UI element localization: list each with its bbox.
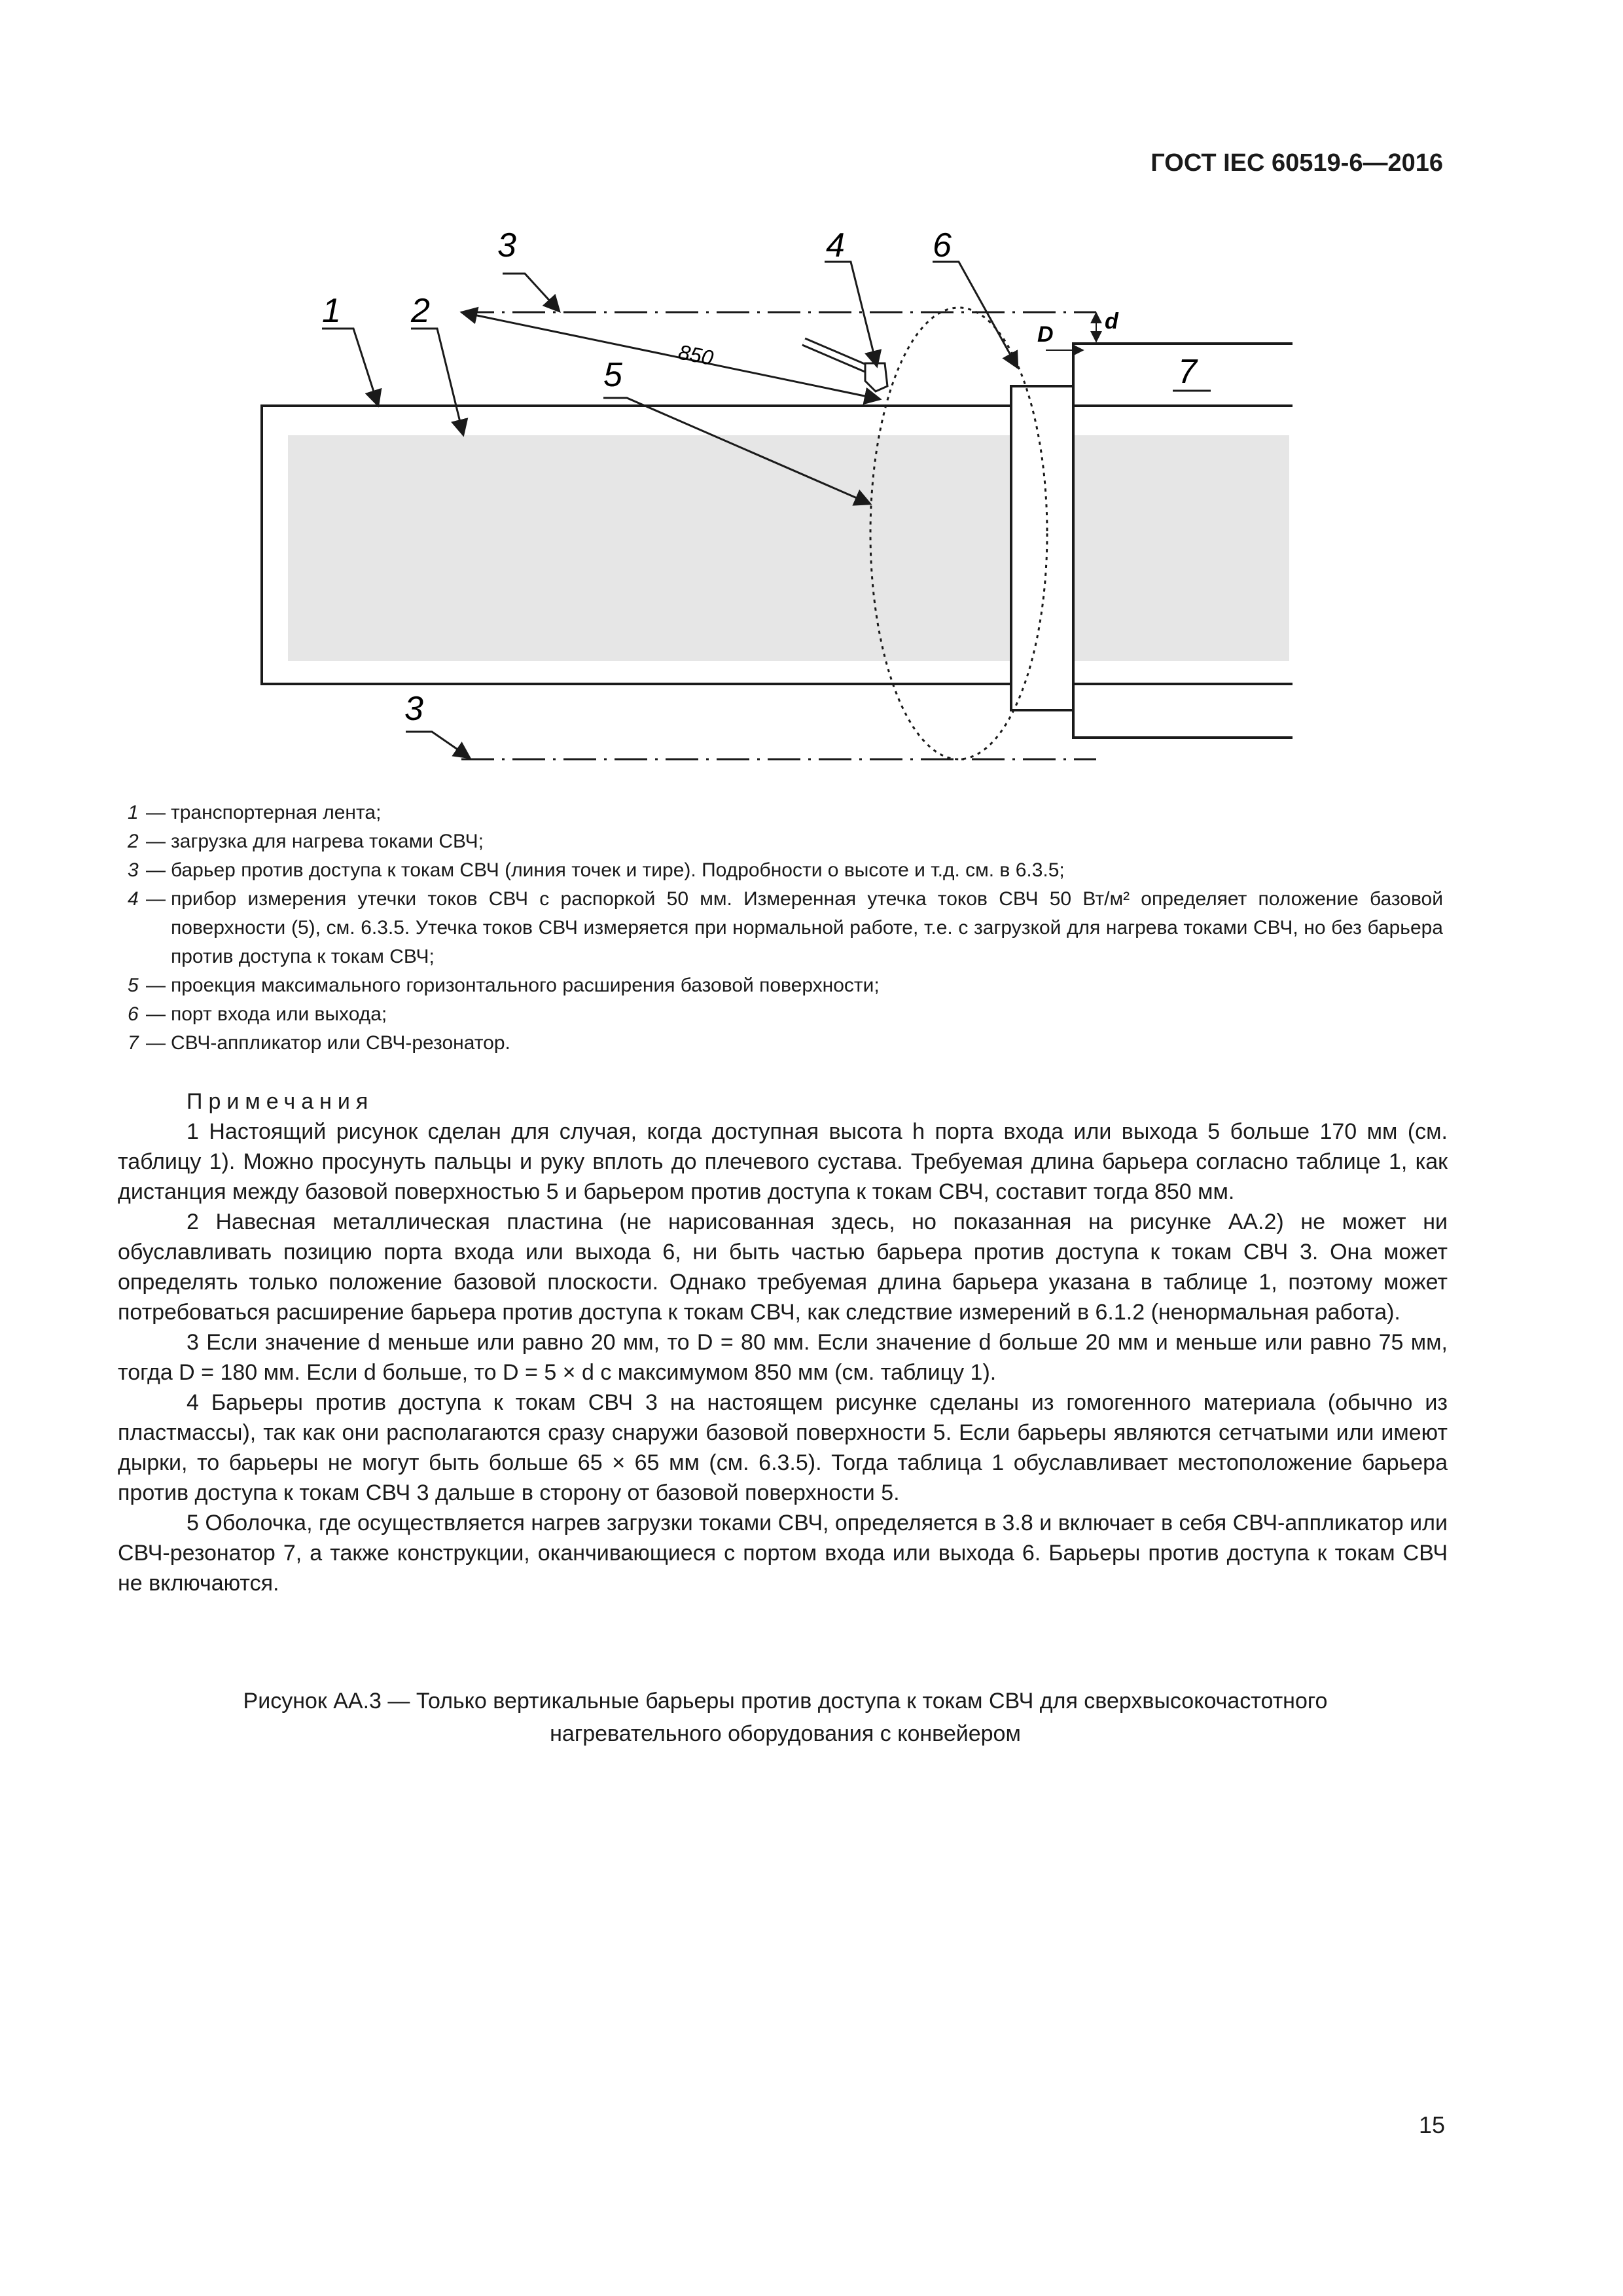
- callout-4: 4: [826, 226, 845, 264]
- notes-section: [118, 1086, 1448, 1598]
- legend-item: 1 — транспортерная лента;: [128, 802, 382, 823]
- leader-1: [322, 329, 378, 406]
- legend-item: 3 — барьер против доступа к токам СВЧ (линия точек и тире). Подробности о высоте и т.д. см. в 6.3.5;: [128, 859, 1065, 881]
- callout-3-top: 3: [497, 226, 516, 264]
- leader-3-top: [503, 274, 560, 312]
- distance-label: 850: [676, 340, 715, 370]
- callout-1: 1: [322, 292, 341, 330]
- callout-6: 6: [933, 226, 952, 264]
- callout-2: 2: [411, 292, 430, 330]
- distance-850-arrow: [461, 312, 880, 399]
- legend-item: 5 — проекция максимального горизонтального расширения базовой поверхности;: [128, 975, 880, 996]
- notes-title: Примечания: [187, 1089, 374, 1114]
- legend-item: 6 — порт входа или выхода;: [128, 1003, 387, 1025]
- port-rect: [1011, 386, 1073, 710]
- legend-item: 4 — прибор измерения утечки токов СВЧ с распоркой 50 мм. Измеренная утечка токов СВЧ 50 Вт/м² определяет положение базовой поверхности (5), см. 6.3.5. Утечка токов СВЧ измеряется при нормальной работе, т.е. с загрузкой для нагрева токами СВЧ, но без барьера против доступа к токам СВЧ;: [128, 888, 1443, 967]
- callout-7: 7: [1178, 353, 1197, 391]
- dim-d-label: d: [1105, 309, 1118, 334]
- note-paragraph: 4 Барьеры против доступа к токам СВЧ 3 на настоящем рисунке сделаны из гомогенного материала (обычно из пластмассы), так как они располагаются сразу снаружи базовой поверхности 5. Если барьеры являются сетчатыми или имеют дырки, то барьеры не могут быть больше 65 × 65 мм (см. 6.3.5). Тогда таблица 1 обуславливает местоположение барьера против доступа к токам СВЧ 3 дальше в сторону от базовой поверхности 5.: [118, 1390, 1448, 1505]
- note-paragraph: 2 Навесная металлическая пластина (не нарисованная здесь, но показанная на рисунке АА.2) не может ни обуславливать позицию порта входа или выхода 6, ни быть частью барьера против доступа к токам СВЧ 3. Она может определять только положение базовой плоскости. Однако требуемая длина барьера указана в таблице 1, поэтому может потребоваться расширение барьера против доступа к токам СВЧ, как следствие измерений в 6.1.2 (ненормальная работа).: [118, 1210, 1448, 1325]
- note-paragraph: 5 Оболочка, где осуществляется нагрев загрузки токами СВЧ, определяется в 3.8 и включает в себя СВЧ-аппликатор или СВЧ-резонатор 7, а также конструкции, оканчивающиеся с портом входа или выхода 6. Барьеры против доступа к токам СВЧ не включаются.: [118, 1511, 1448, 1596]
- leader-3-bottom: [406, 732, 470, 758]
- note-paragraph: 3 Если значение d меньше или равно 20 мм, то D = 80 мм. Если значение d больше 20 мм и меньше или равно 75 мм, тогда D = 180 мм. Если d больше, то D = 5 × d с максимумом 850 мм (см. таблицу 1).: [118, 1330, 1448, 1385]
- caption-line: Рисунок АА.3 — Только вертикальные барьеры против доступа к токам СВЧ для сверхвысокочастотного: [243, 1689, 1328, 1713]
- callout-3-bottom: 3: [404, 690, 423, 728]
- standard-code: ГОСТ IEC 60519-6—2016: [1150, 149, 1443, 177]
- callout-5: 5: [603, 356, 622, 394]
- page-number: 15: [1418, 2111, 1445, 2138]
- leader-2: [411, 329, 463, 435]
- dim-D-label: D: [1037, 322, 1054, 347]
- leader-6: [933, 262, 1018, 368]
- figure-caption: [131, 1685, 1440, 1750]
- note-paragraph: 1 Настоящий рисунок сделан для случая, когда доступная высота h порта входа или выхода 5 больше 170 мм (см. таблицу 1). Можно просунуть пальцы и руку вплоть до плечевого сустава. Требуемая длина барьера согласно таблице 1, как дистанция между базовой поверхностью 5 и барьером против доступа к токам СВЧ, составит тогда 850 мм.: [118, 1119, 1448, 1204]
- legend-item: 2 — загрузка для нагрева токами СВЧ;: [128, 831, 484, 852]
- probe-icon: [804, 342, 887, 391]
- caption-line: нагревательного оборудования с конвейером: [550, 1721, 1021, 1746]
- legend-item: 7 — СВЧ-аппликатор или СВЧ-резонатор.: [128, 1032, 510, 1054]
- figure-legend: [128, 798, 1443, 1058]
- conveyor-barrier-diagram: [0, 0, 1623, 785]
